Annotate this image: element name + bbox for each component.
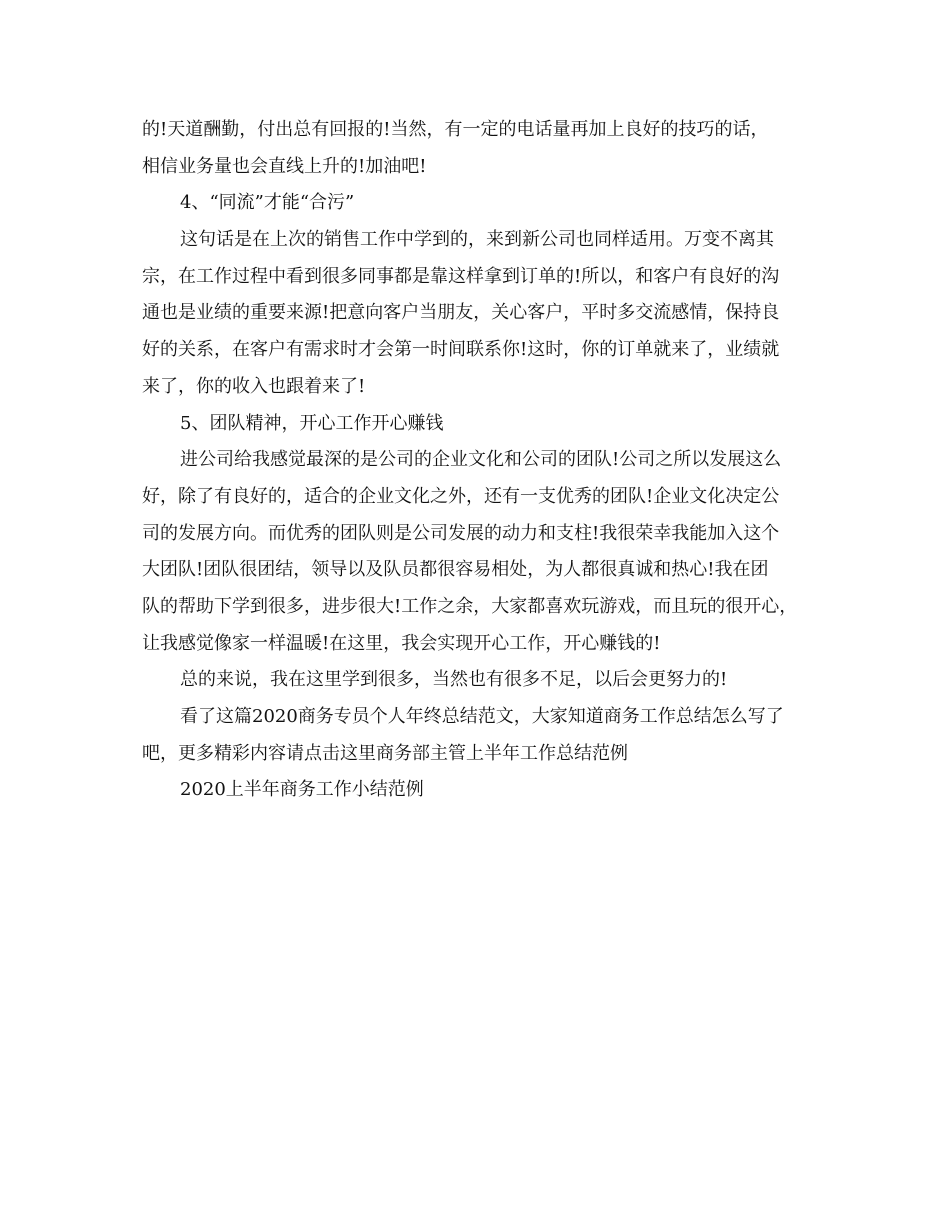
text-line: 好，除了有良好的，适合的企业文化之外，还有一支优秀的团队!企业文化决定公 [142, 485, 780, 507]
text-line: 让我感觉像家一样温暖!在这里，我会实现开心工作，开心赚钱的! [142, 632, 661, 654]
text-line: 队的帮助下学到很多，进步很大!工作之余，大家都喜欢玩游戏，而且玩的很开心， [142, 595, 798, 617]
section-heading: 5、团队精神，开心工作开心赚钱 [180, 412, 444, 434]
text-line: 看了这篇2020商务专员个人年终总结范文，大家知道商务工作总结怎么写了 [180, 706, 784, 727]
text-line: 进公司给我感觉最深的是公司的企业文化和公司的团队!公司之所以发展这么 [180, 449, 782, 471]
text-line: 来了，你的收入也跟着来了! [142, 375, 366, 397]
related-article-link[interactable]: 2020上半年商务工作小结范例 [180, 779, 424, 801]
text-line: 吧，更多精彩内容请点击这里商务部主管上半年工作总结范例 [142, 742, 628, 764]
text-line: 司的发展方向。而优秀的团队则是公司发展的动力和支柱!我很荣幸我能加入这个 [142, 522, 780, 544]
text-line: 通也是业绩的重要来源!把意向客户当朋友，关心客户，平时多交流感情，保持良 [142, 302, 780, 324]
section-heading: 4、“同流”才能“合污” [180, 192, 355, 214]
text-line: 相信业务量也会直线上升的!加油吧! [142, 155, 427, 177]
text-line: 这句话是在上次的销售工作中学到的，来到新公司也同样适用。万变不离其 [180, 229, 774, 251]
text-line: 宗，在工作过程中看到很多同事都是靠这样拿到订单的!所以，和客户有良好的沟 [142, 265, 780, 287]
text-line: 大团队!团队很团结，领导以及队员都很容易相处，为人都很真诚和热心!我在团 [142, 559, 769, 581]
document-body [142, 112, 814, 809]
text-line: 的!天道酬勤，付出总有回报的!当然，有一定的电话量再加上良好的技巧的话， [142, 119, 769, 140]
text-line: 好的关系，在客户有需求时才会第一时间联系你!这时，你的订单就来了，业绩就 [142, 339, 780, 361]
text-line: 总的来说，我在这里学到很多，当然也有很多不足，以后会更努力的! [180, 669, 728, 691]
